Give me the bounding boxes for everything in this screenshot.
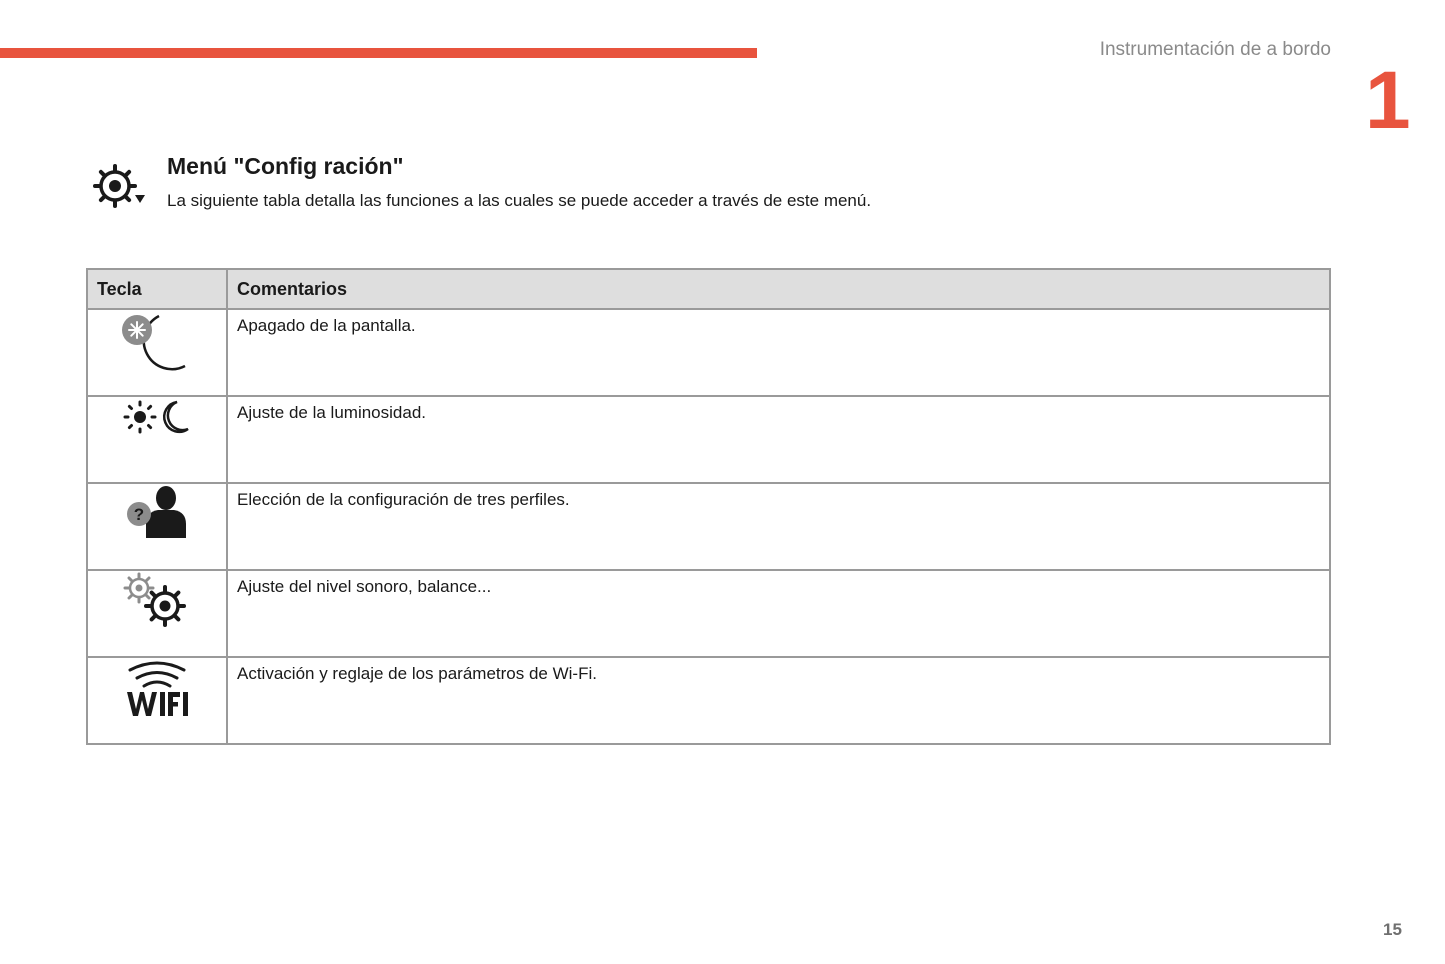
header-comments: Comentarios [227, 269, 1330, 309]
key-cell [87, 657, 227, 744]
comment-cell: Ajuste de la luminosidad. [227, 396, 1330, 483]
table-row [87, 570, 1330, 657]
table-row [87, 309, 1330, 396]
page-number: 15 [1383, 920, 1402, 939]
comment-cell: Elección de la configuración de tres perfiles. [227, 483, 1330, 570]
comment-cell: Ajuste del nivel sonoro, balance... [227, 570, 1330, 657]
key-cell [87, 483, 227, 570]
key-cell [87, 309, 227, 396]
header-key: Tecla [87, 269, 227, 309]
table-row [87, 396, 1330, 483]
svg-text:?: ? [133, 505, 145, 524]
brightness-sun-moon-icon [122, 397, 192, 437]
comment-cell: Activación y reglaje de los parámetros de Wi-Fi. [227, 657, 1330, 744]
header-accent-bar [0, 48, 757, 58]
comment-cell: Apagado de la pantalla. [227, 309, 1330, 396]
table-row [87, 483, 1330, 570]
table-header-row [87, 269, 1330, 309]
chapter-title: Instrumentación de a bordo [1099, 39, 1331, 60]
section-description: La siguiente tabla detalla las funciones a las cuales se puede acceder a través de este menú. [167, 191, 872, 210]
profile-user-icon [122, 484, 192, 540]
key-cell [87, 570, 227, 657]
wifi-icon [122, 658, 192, 718]
chapter-number: 1 [1365, 55, 1411, 146]
functions-table [86, 268, 1331, 745]
settings-gear-icon [92, 163, 148, 209]
section-title: Menú "Config ración" [167, 153, 404, 179]
screen-off-moon-icon [119, 310, 195, 374]
key-cell [87, 396, 227, 483]
audio-settings-gears-icon [122, 571, 192, 627]
table-row [87, 657, 1330, 744]
